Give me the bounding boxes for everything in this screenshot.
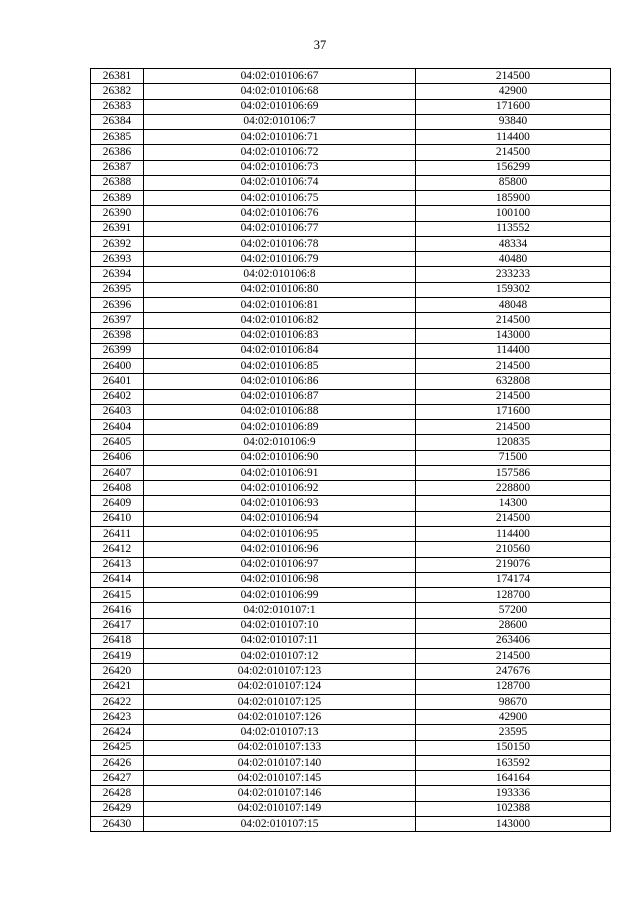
value-cell: 164164: [416, 771, 611, 786]
table-row: [91, 694, 611, 709]
row-number-cell: 26382: [91, 84, 144, 99]
row-number-cell: 26414: [91, 572, 144, 587]
value-cell: 120835: [416, 435, 611, 450]
value-cell: 219076: [416, 557, 611, 572]
row-number-cell: 26427: [91, 771, 144, 786]
cadastral-number-cell: 04:02:010106:8: [144, 267, 416, 282]
cadastral-number-cell: 04:02:010106:71: [144, 130, 416, 145]
table-row: [91, 588, 611, 603]
table-row: [91, 755, 611, 770]
cadastral-number-cell: 04:02:010106:86: [144, 374, 416, 389]
value-cell: 23595: [416, 725, 611, 740]
cadastral-number-cell: 04:02:010107:140: [144, 755, 416, 770]
value-cell: 71500: [416, 450, 611, 465]
value-cell: 114400: [416, 343, 611, 358]
value-cell: 214500: [416, 420, 611, 435]
cadastral-number-cell: 04:02:010107:133: [144, 740, 416, 755]
cadastral-number-cell: 04:02:010107:125: [144, 694, 416, 709]
row-number-cell: 26398: [91, 328, 144, 343]
table-body: [91, 69, 611, 832]
row-number-cell: 26415: [91, 588, 144, 603]
value-cell: 100100: [416, 206, 611, 221]
value-cell: 57200: [416, 603, 611, 618]
row-number-cell: 26429: [91, 801, 144, 816]
cadastral-number-cell: 04:02:010106:98: [144, 572, 416, 587]
table-row: [91, 817, 611, 832]
cadastral-number-cell: 04:02:010106:74: [144, 175, 416, 190]
table-row: [91, 297, 611, 312]
cadastral-number-cell: 04:02:010107:10: [144, 618, 416, 633]
table-row: [91, 435, 611, 450]
row-number-cell: 26403: [91, 404, 144, 419]
row-number-cell: 26401: [91, 374, 144, 389]
table-row: [91, 557, 611, 572]
table-row: [91, 328, 611, 343]
value-cell: 214500: [416, 359, 611, 374]
cadastral-number-cell: 04:02:010106:78: [144, 236, 416, 251]
row-number-cell: 26409: [91, 496, 144, 511]
table-row: [91, 267, 611, 282]
table-row: [91, 801, 611, 816]
value-cell: 128700: [416, 679, 611, 694]
cadastral-number-cell: 04:02:010106:94: [144, 511, 416, 526]
row-number-cell: 26394: [91, 267, 144, 282]
value-cell: 171600: [416, 404, 611, 419]
value-cell: 128700: [416, 588, 611, 603]
table-row: [91, 771, 611, 786]
table-row: [91, 725, 611, 740]
value-cell: 42900: [416, 710, 611, 725]
row-number-cell: 26424: [91, 725, 144, 740]
cadastral-number-cell: 04:02:010106:76: [144, 206, 416, 221]
row-number-cell: 26389: [91, 191, 144, 206]
row-number-cell: 26419: [91, 649, 144, 664]
value-cell: 247676: [416, 664, 611, 679]
cadastral-number-cell: 04:02:010106:87: [144, 389, 416, 404]
cadastral-number-cell: 04:02:010106:99: [144, 588, 416, 603]
cadastral-number-cell: 04:02:010106:89: [144, 420, 416, 435]
table-row: [91, 160, 611, 175]
row-number-cell: 26399: [91, 343, 144, 358]
cadastral-number-cell: 04:02:010106:95: [144, 526, 416, 541]
row-number-cell: 26406: [91, 450, 144, 465]
table-row: [91, 206, 611, 221]
value-cell: 48048: [416, 297, 611, 312]
table-row: [91, 99, 611, 114]
cadastral-number-cell: 04:02:010106:68: [144, 84, 416, 99]
row-number-cell: 26396: [91, 297, 144, 312]
value-cell: 159302: [416, 282, 611, 297]
value-cell: 85800: [416, 175, 611, 190]
table-row: [91, 710, 611, 725]
value-cell: 93840: [416, 114, 611, 129]
row-number-cell: 26413: [91, 557, 144, 572]
row-number-cell: 26402: [91, 389, 144, 404]
row-number-cell: 26430: [91, 817, 144, 832]
table-row: [91, 740, 611, 755]
cadastral-number-cell: 04:02:010106:73: [144, 160, 416, 175]
table-row: [91, 84, 611, 99]
row-number-cell: 26408: [91, 481, 144, 496]
value-cell: 233233: [416, 267, 611, 282]
row-number-cell: 26385: [91, 130, 144, 145]
cadastral-number-cell: 04:02:010106:79: [144, 252, 416, 267]
row-number-cell: 26425: [91, 740, 144, 755]
value-cell: 102388: [416, 801, 611, 816]
table-row: [91, 221, 611, 236]
table-row: [91, 465, 611, 480]
row-number-cell: 26390: [91, 206, 144, 221]
value-cell: 98670: [416, 694, 611, 709]
table-row: [91, 69, 611, 84]
row-number-cell: 26392: [91, 236, 144, 251]
cadastral-number-cell: 04:02:010106:82: [144, 313, 416, 328]
cadastral-number-cell: 04:02:010106:97: [144, 557, 416, 572]
table-row: [91, 374, 611, 389]
row-number-cell: 26411: [91, 526, 144, 541]
cadastral-number-cell: 04:02:010106:84: [144, 343, 416, 358]
table-row: [91, 542, 611, 557]
row-number-cell: 26400: [91, 359, 144, 374]
value-cell: 214500: [416, 313, 611, 328]
value-cell: 171600: [416, 99, 611, 114]
row-number-cell: 26426: [91, 755, 144, 770]
row-number-cell: 26393: [91, 252, 144, 267]
cadastral-number-cell: 04:02:010106:69: [144, 99, 416, 114]
row-number-cell: 26387: [91, 160, 144, 175]
row-number-cell: 26388: [91, 175, 144, 190]
value-cell: 114400: [416, 130, 611, 145]
value-cell: 185900: [416, 191, 611, 206]
value-cell: 40480: [416, 252, 611, 267]
cadastral-number-cell: 04:02:010106:90: [144, 450, 416, 465]
cadastral-number-cell: 04:02:010107:145: [144, 771, 416, 786]
cadastral-number-cell: 04:02:010107:13: [144, 725, 416, 740]
cadastral-number-cell: 04:02:010107:15: [144, 817, 416, 832]
cadastral-number-cell: 04:02:010106:91: [144, 465, 416, 480]
row-number-cell: 26421: [91, 679, 144, 694]
value-cell: 228800: [416, 481, 611, 496]
value-cell: 28600: [416, 618, 611, 633]
table-row: [91, 114, 611, 129]
table-row: [91, 786, 611, 801]
value-cell: 193336: [416, 786, 611, 801]
value-cell: 210560: [416, 542, 611, 557]
table-row: [91, 572, 611, 587]
table-row: [91, 481, 611, 496]
cadastral-number-cell: 04:02:010106:75: [144, 191, 416, 206]
cadastral-number-cell: 04:02:010106:83: [144, 328, 416, 343]
cadastral-number-cell: 04:02:010106:80: [144, 282, 416, 297]
value-cell: 174174: [416, 572, 611, 587]
cadastral-number-cell: 04:02:010107:12: [144, 649, 416, 664]
table-row: [91, 145, 611, 160]
value-cell: 214500: [416, 69, 611, 84]
cadastral-number-cell: 04:02:010106:88: [144, 404, 416, 419]
table-row: [91, 450, 611, 465]
value-cell: 157586: [416, 465, 611, 480]
table-row: [91, 252, 611, 267]
table-row: [91, 359, 611, 374]
row-number-cell: 26410: [91, 511, 144, 526]
table-row: [91, 343, 611, 358]
row-number-cell: 26397: [91, 313, 144, 328]
cadastral-number-cell: 04:02:010107:149: [144, 801, 416, 816]
value-cell: 113552: [416, 221, 611, 236]
value-cell: 263406: [416, 633, 611, 648]
table-row: [91, 175, 611, 190]
cadastral-number-cell: 04:02:010106:85: [144, 359, 416, 374]
cadastral-number-cell: 04:02:010107:124: [144, 679, 416, 694]
value-cell: 214500: [416, 389, 611, 404]
cadastral-number-cell: 04:02:010106:92: [144, 481, 416, 496]
row-number-cell: 26423: [91, 710, 144, 725]
table-row: [91, 236, 611, 251]
value-cell: 42900: [416, 84, 611, 99]
value-cell: 214500: [416, 511, 611, 526]
row-number-cell: 26381: [91, 69, 144, 84]
table-row: [91, 404, 611, 419]
row-number-cell: 26405: [91, 435, 144, 450]
cadastral-number-cell: 04:02:010107:123: [144, 664, 416, 679]
row-number-cell: 26417: [91, 618, 144, 633]
cadastral-number-cell: 04:02:010106:72: [144, 145, 416, 160]
cadastral-number-cell: 04:02:010106:9: [144, 435, 416, 450]
value-cell: 143000: [416, 328, 611, 343]
row-number-cell: 26384: [91, 114, 144, 129]
table-row: [91, 603, 611, 618]
row-number-cell: 26407: [91, 465, 144, 480]
table-row: [91, 511, 611, 526]
table-row: [91, 389, 611, 404]
page-number: 37: [313, 38, 327, 52]
value-cell: 48334: [416, 236, 611, 251]
value-cell: 14300: [416, 496, 611, 511]
table-row: [91, 282, 611, 297]
value-cell: 156299: [416, 160, 611, 175]
value-cell: 143000: [416, 817, 611, 832]
value-cell: 214500: [416, 649, 611, 664]
value-cell: 114400: [416, 526, 611, 541]
table-row: [91, 130, 611, 145]
cadastral-number-cell: 04:02:010107:1: [144, 603, 416, 618]
table-row: [91, 526, 611, 541]
cadastral-number-cell: 04:02:010107:146: [144, 786, 416, 801]
row-number-cell: 26386: [91, 145, 144, 160]
value-cell: 214500: [416, 145, 611, 160]
row-number-cell: 26383: [91, 99, 144, 114]
cadastral-number-cell: 04:02:010106:93: [144, 496, 416, 511]
row-number-cell: 26428: [91, 786, 144, 801]
cadastral-number-cell: 04:02:010106:67: [144, 69, 416, 84]
row-number-cell: 26416: [91, 603, 144, 618]
row-number-cell: 26418: [91, 633, 144, 648]
row-number-cell: 26422: [91, 694, 144, 709]
row-number-cell: 26412: [91, 542, 144, 557]
cadastral-number-cell: 04:02:010106:81: [144, 297, 416, 312]
table-row: [91, 649, 611, 664]
table-row: [91, 664, 611, 679]
row-number-cell: 26395: [91, 282, 144, 297]
table-row: [91, 313, 611, 328]
row-number-cell: 26404: [91, 420, 144, 435]
cadastral-number-cell: 04:02:010106:7: [144, 114, 416, 129]
cadastral-number-cell: 04:02:010106:96: [144, 542, 416, 557]
cadastral-number-cell: 04:02:010107:11: [144, 633, 416, 648]
value-cell: 150150: [416, 740, 611, 755]
cadastral-number-cell: 04:02:010107:126: [144, 710, 416, 725]
table-row: [91, 618, 611, 633]
table-row: [91, 191, 611, 206]
cadastral-number-cell: 04:02:010106:77: [144, 221, 416, 236]
table-row: [91, 633, 611, 648]
row-number-cell: 26391: [91, 221, 144, 236]
table-row: [91, 496, 611, 511]
table-row: [91, 420, 611, 435]
data-table: [90, 68, 611, 832]
value-cell: 632808: [416, 374, 611, 389]
table-row: [91, 679, 611, 694]
value-cell: 163592: [416, 755, 611, 770]
row-number-cell: 26420: [91, 664, 144, 679]
